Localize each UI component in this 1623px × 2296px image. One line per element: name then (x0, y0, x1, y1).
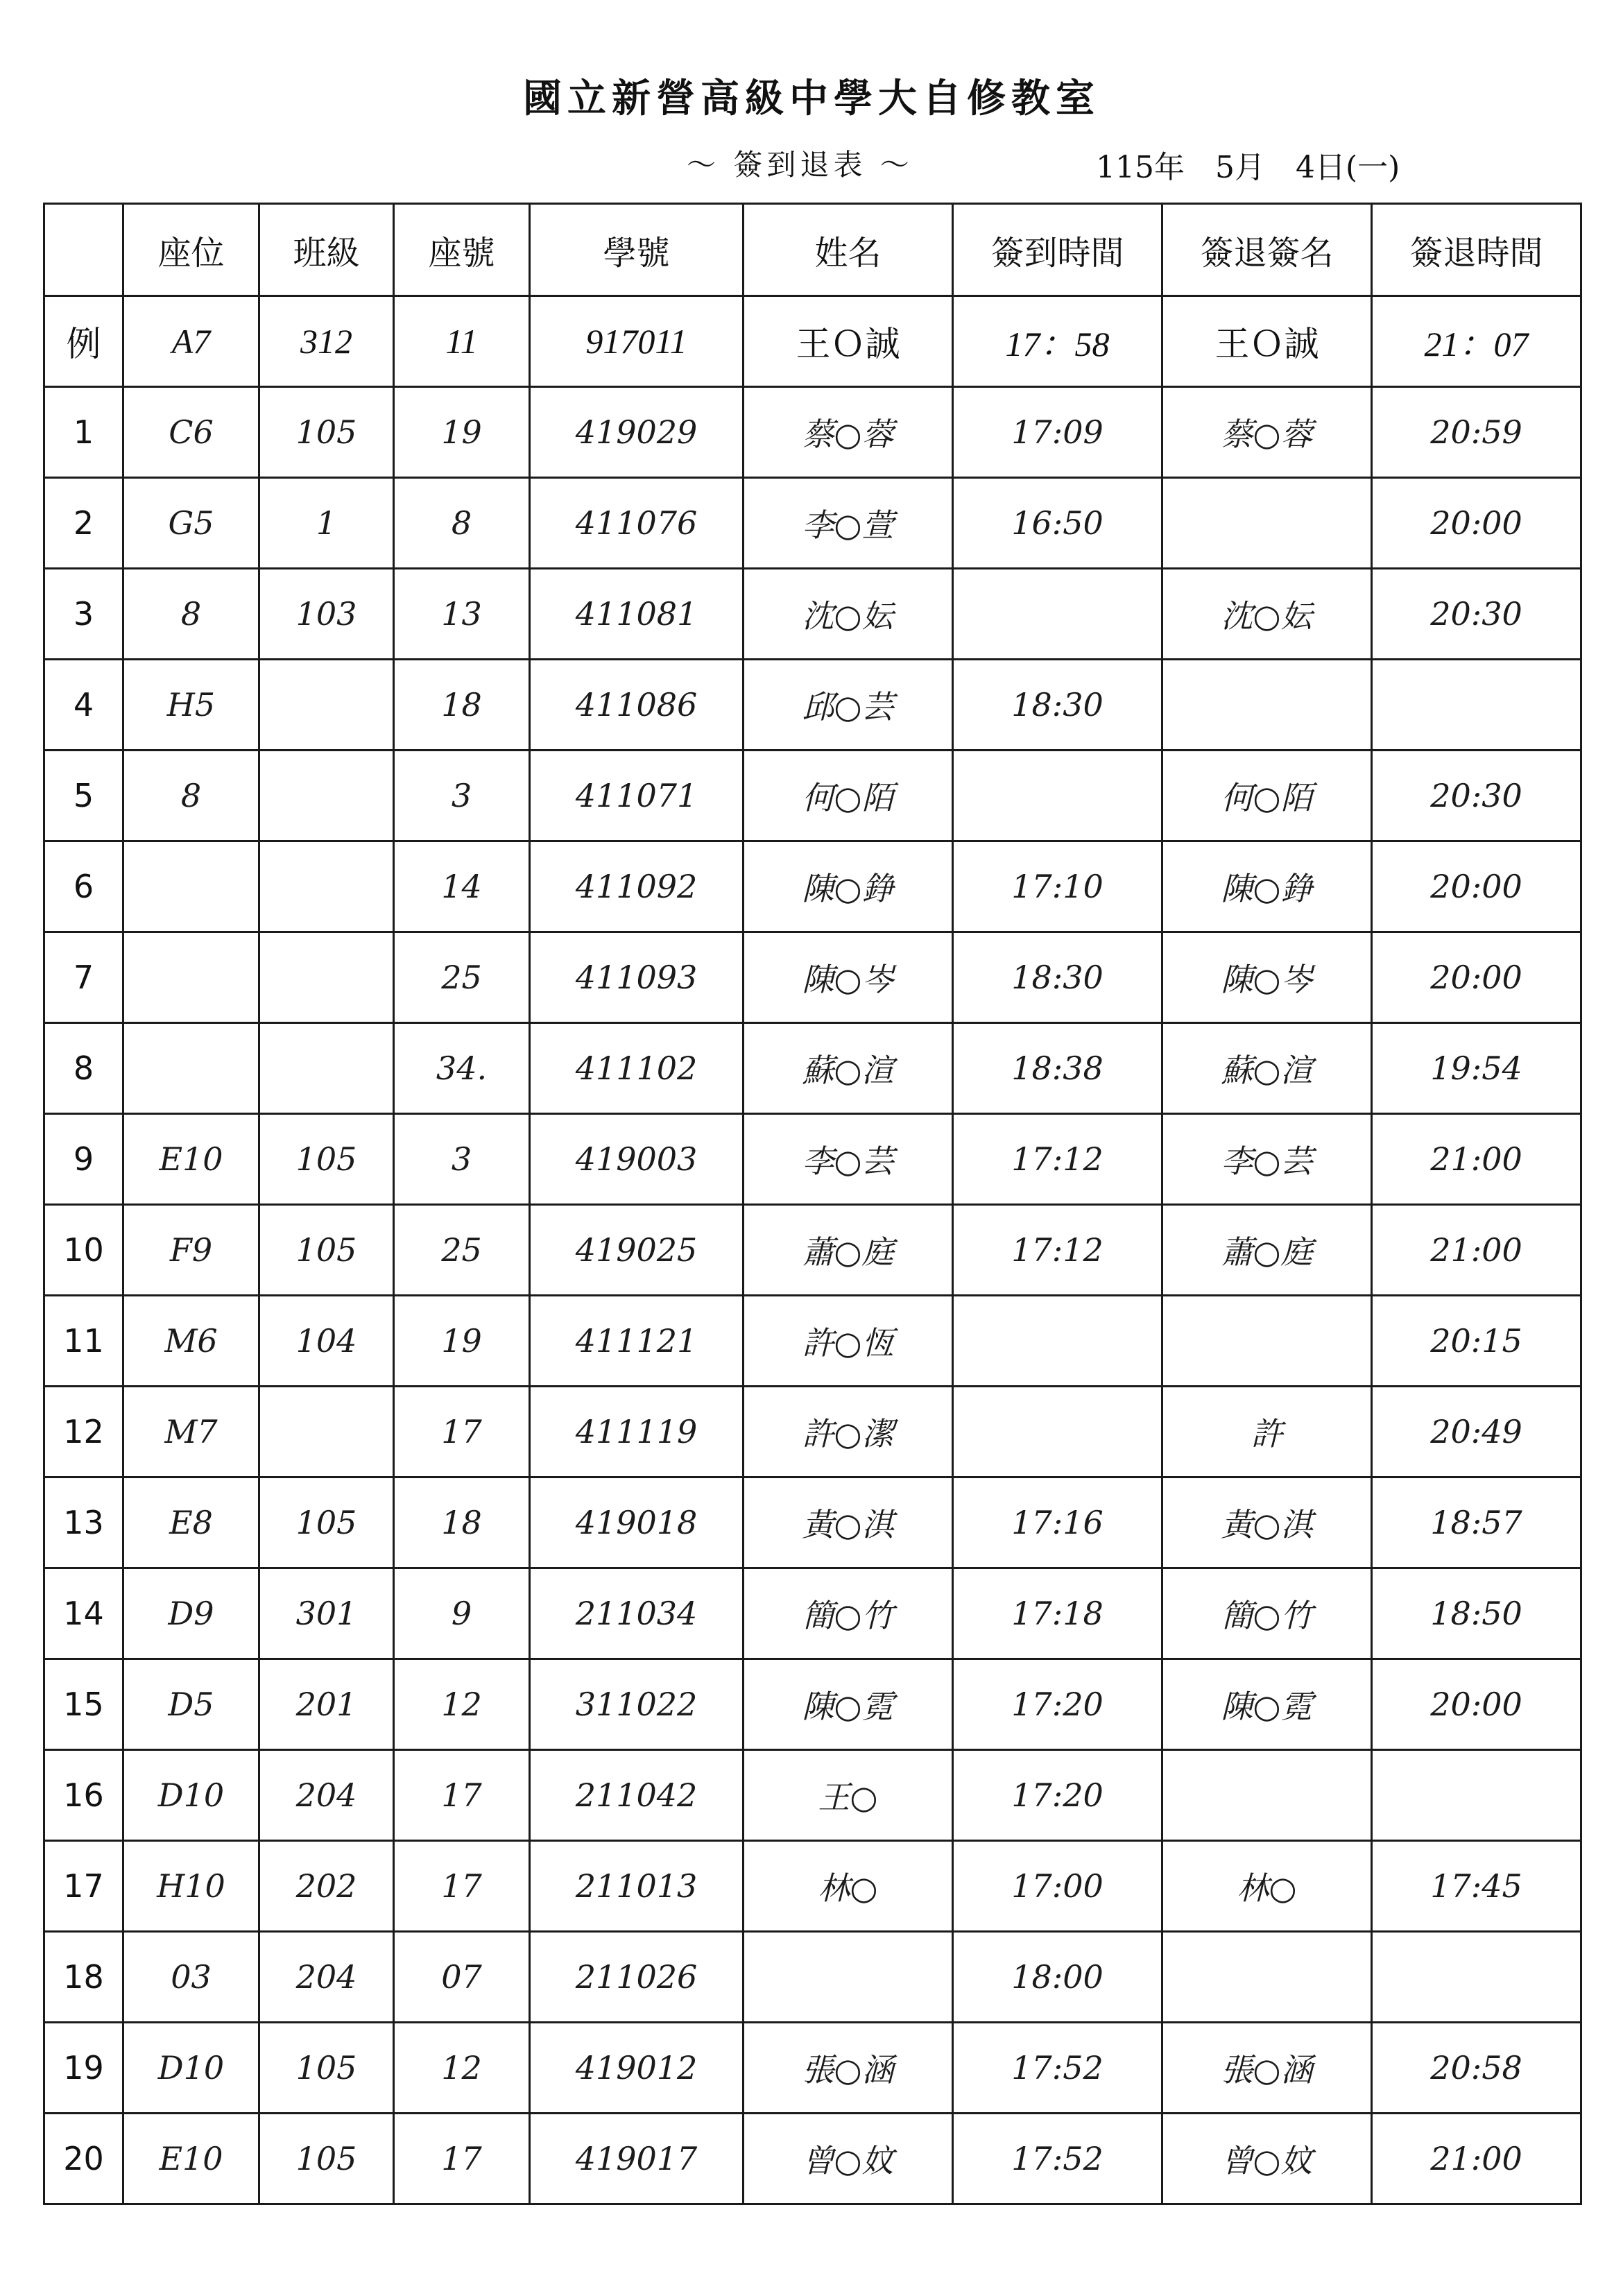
seat-cell: D9 (123, 1568, 259, 1659)
row-index: 10 (44, 1205, 123, 1296)
seat-cell: D10 (123, 1750, 259, 1841)
student-id-cell: 411093 (530, 932, 744, 1023)
seat-number-cell: 17 (394, 2114, 530, 2204)
sign-out-signature-cell: 林○ (1162, 1841, 1372, 1932)
col-header-sign-in-time: 簽到時間 (953, 204, 1162, 296)
row-index: 3 (44, 569, 123, 660)
example-student-id: 917011 (530, 296, 744, 387)
sign-out-time-cell: 21:00 (1372, 1205, 1581, 1296)
sign-in-time-cell (953, 751, 1162, 841)
sign-out-signature-cell (1162, 660, 1372, 751)
sign-in-time-cell: 17:52 (953, 2114, 1162, 2204)
class-cell (259, 1023, 394, 1114)
row-index: 14 (44, 1568, 123, 1659)
row-index: 7 (44, 932, 123, 1023)
example-index: 例 (44, 296, 123, 387)
seat-cell: H10 (123, 1841, 259, 1932)
sign-out-signature-cell (1162, 478, 1372, 569)
sign-out-signature-cell: 陳○岑 (1162, 932, 1372, 1023)
sign-out-time-cell (1372, 660, 1581, 751)
page-title: 國立新營高級中學大自修教室 (523, 76, 1100, 121)
sign-out-signature-cell (1162, 1750, 1372, 1841)
row-index: 12 (44, 1387, 123, 1477)
class-cell (259, 660, 394, 751)
table-row (44, 1841, 1581, 1932)
example-row (44, 296, 1581, 387)
sign-in-time-cell (953, 1296, 1162, 1387)
sign-in-time-cell: 18:30 (953, 660, 1162, 751)
row-index: 16 (44, 1750, 123, 1841)
sign-in-time-cell: 17:20 (953, 1659, 1162, 1750)
student-id-cell: 411092 (530, 841, 744, 932)
sign-out-time-cell: 18:57 (1372, 1477, 1581, 1568)
class-cell (259, 1387, 394, 1477)
name-cell: 陳○岑 (744, 932, 953, 1023)
sign-out-signature-cell: 許 (1162, 1387, 1372, 1477)
sign-out-signature-cell: 李○芸 (1162, 1114, 1372, 1205)
student-id-cell: 411119 (530, 1387, 744, 1477)
table-row (44, 932, 1581, 1023)
sign-out-signature-cell (1162, 1296, 1372, 1387)
sign-out-time-cell (1372, 1750, 1581, 1841)
row-index: 1 (44, 387, 123, 478)
col-header-class: 班級 (259, 204, 394, 296)
student-id-cell: 211013 (530, 1841, 744, 1932)
seat-cell: M7 (123, 1387, 259, 1477)
student-id-cell: 411081 (530, 569, 744, 660)
name-cell: 許○恆 (744, 1296, 953, 1387)
student-id-cell: 419003 (530, 1114, 744, 1205)
seat-cell (123, 932, 259, 1023)
seat-cell: 8 (123, 751, 259, 841)
table-row (44, 1023, 1581, 1114)
example-sign-in-time: 17：58 (953, 296, 1162, 387)
name-cell: 林○ (744, 1841, 953, 1932)
sign-in-time-cell: 17:10 (953, 841, 1162, 932)
seat-cell: D10 (123, 2023, 259, 2114)
sign-in-time-cell: 18:38 (953, 1023, 1162, 1114)
class-cell: 104 (259, 1296, 394, 1387)
seat-cell: 8 (123, 569, 259, 660)
sign-out-time-cell: 20:30 (1372, 751, 1581, 841)
name-cell: 陳○錚 (744, 841, 953, 932)
seat-number-cell: 34. (394, 1023, 530, 1114)
table-row (44, 387, 1581, 478)
sheet-date: 115年 5月 4日(一) (1096, 150, 1400, 185)
row-index: 9 (44, 1114, 123, 1205)
sign-out-time-cell: 20:00 (1372, 841, 1581, 932)
sign-out-signature-cell: 曾○妏 (1162, 2114, 1372, 2204)
row-index: 5 (44, 751, 123, 841)
student-id-cell: 411076 (530, 478, 744, 569)
seat-cell (123, 841, 259, 932)
class-cell (259, 932, 394, 1023)
sign-out-time-cell: 20:58 (1372, 2023, 1581, 2114)
sign-out-time-cell: 18:50 (1372, 1568, 1581, 1659)
name-cell: 陳○霓 (744, 1659, 953, 1750)
class-cell: 105 (259, 2114, 394, 2204)
class-cell: 1 (259, 478, 394, 569)
student-id-cell: 211042 (530, 1750, 744, 1841)
seat-number-cell: 14 (394, 841, 530, 932)
sign-in-table (43, 203, 1582, 2205)
name-cell: 曾○妏 (744, 2114, 953, 2204)
seat-number-cell: 17 (394, 1387, 530, 1477)
student-id-cell: 419029 (530, 387, 744, 478)
name-cell: 簡○竹 (744, 1568, 953, 1659)
class-cell: 204 (259, 1932, 394, 2023)
class-cell: 204 (259, 1750, 394, 1841)
row-index: 2 (44, 478, 123, 569)
sign-in-time-cell (953, 1387, 1162, 1477)
seat-number-cell: 18 (394, 660, 530, 751)
sign-out-time-cell: 20:30 (1372, 569, 1581, 660)
student-id-cell: 419012 (530, 2023, 744, 2114)
example-class: 312 (259, 296, 394, 387)
class-cell: 202 (259, 1841, 394, 1932)
sign-out-signature-cell: 陳○霓 (1162, 1659, 1372, 1750)
row-index: 8 (44, 1023, 123, 1114)
table-row (44, 751, 1581, 841)
col-header-name: 姓名 (744, 204, 953, 296)
seat-cell: H5 (123, 660, 259, 751)
student-id-cell: 419018 (530, 1477, 744, 1568)
name-cell: 邱○芸 (744, 660, 953, 751)
col-header-student-id: 學號 (530, 204, 744, 296)
seat-cell: G5 (123, 478, 259, 569)
table-row (44, 478, 1581, 569)
example-sign-out-signature: 王Ｏ誠 (1162, 296, 1372, 387)
table-row (44, 1477, 1581, 1568)
sign-in-time-cell: 17:09 (953, 387, 1162, 478)
sign-out-signature-cell (1162, 1932, 1372, 2023)
name-cell (744, 1932, 953, 2023)
class-cell: 105 (259, 1477, 394, 1568)
class-cell: 301 (259, 1568, 394, 1659)
student-id-cell: 411102 (530, 1023, 744, 1114)
col-header-index (44, 204, 123, 296)
name-cell: 李○萱 (744, 478, 953, 569)
name-cell: 何○陌 (744, 751, 953, 841)
name-cell: 蔡○蓉 (744, 387, 953, 478)
seat-number-cell: 17 (394, 1841, 530, 1932)
row-index: 11 (44, 1296, 123, 1387)
seat-number-cell: 12 (394, 2023, 530, 2114)
table-row (44, 1387, 1581, 1477)
seat-number-cell: 8 (394, 478, 530, 569)
sign-out-time-cell: 20:00 (1372, 932, 1581, 1023)
example-sign-out-time: 21：07 (1372, 296, 1581, 387)
sign-out-signature-cell: 沈○妘 (1162, 569, 1372, 660)
sign-out-time-cell: 20:49 (1372, 1387, 1581, 1477)
seat-number-cell: 07 (394, 1932, 530, 2023)
seat-number-cell: 25 (394, 932, 530, 1023)
table-row (44, 1659, 1581, 1750)
seat-number-cell: 9 (394, 1568, 530, 1659)
seat-cell: D5 (123, 1659, 259, 1750)
name-cell: 許○潔 (744, 1387, 953, 1477)
name-cell: 李○芸 (744, 1114, 953, 1205)
row-index: 4 (44, 660, 123, 751)
sign-out-signature-cell: 蕭○庭 (1162, 1205, 1372, 1296)
seat-cell: E10 (123, 2114, 259, 2204)
name-cell: 張○涵 (744, 2023, 953, 2114)
header-row (44, 204, 1581, 296)
table-row (44, 841, 1581, 932)
seat-number-cell: 12 (394, 1659, 530, 1750)
seat-cell: M6 (123, 1296, 259, 1387)
row-index: 19 (44, 2023, 123, 2114)
sign-out-time-cell (1372, 1932, 1581, 2023)
table-row (44, 1568, 1581, 1659)
sign-out-time-cell: 19:54 (1372, 1023, 1581, 1114)
class-cell: 105 (259, 1205, 394, 1296)
seat-number-cell: 13 (394, 569, 530, 660)
student-id-cell: 311022 (530, 1659, 744, 1750)
seat-cell (123, 1023, 259, 1114)
col-header-sign-out-time: 簽退時間 (1372, 204, 1581, 296)
table-row (44, 569, 1581, 660)
sign-out-time-cell: 21:00 (1372, 1114, 1581, 1205)
sign-out-signature-cell: 蘇○渲 (1162, 1023, 1372, 1114)
seat-number-cell: 19 (394, 387, 530, 478)
sign-in-time-cell: 17:12 (953, 1114, 1162, 1205)
sign-in-time-cell: 18:30 (953, 932, 1162, 1023)
seat-number-cell: 25 (394, 1205, 530, 1296)
seat-number-cell: 19 (394, 1296, 530, 1387)
sign-in-time-cell: 17:20 (953, 1750, 1162, 1841)
sign-out-time-cell: 20:15 (1372, 1296, 1581, 1387)
student-id-cell: 411071 (530, 751, 744, 841)
seat-cell: 03 (123, 1932, 259, 2023)
row-index: 20 (44, 2114, 123, 2204)
seat-cell: E8 (123, 1477, 259, 1568)
sign-out-signature-cell: 黃○淇 (1162, 1477, 1372, 1568)
row-index: 6 (44, 841, 123, 932)
seat-number-cell: 3 (394, 1114, 530, 1205)
sign-out-time-cell: 17:45 (1372, 1841, 1581, 1932)
example-name: 王Ｏ誠 (744, 296, 953, 387)
table-row (44, 660, 1581, 751)
table-row (44, 1296, 1581, 1387)
name-cell: 黃○淇 (744, 1477, 953, 1568)
sign-out-signature-cell: 簡○竹 (1162, 1568, 1372, 1659)
name-cell: 蕭○庭 (744, 1205, 953, 1296)
sign-in-time-cell: 17:16 (953, 1477, 1162, 1568)
sign-in-time-cell: 16:50 (953, 478, 1162, 569)
student-id-cell: 411121 (530, 1296, 744, 1387)
student-id-cell: 419017 (530, 2114, 744, 2204)
table-row (44, 1205, 1581, 1296)
sign-in-time-cell: 17:52 (953, 2023, 1162, 2114)
sign-in-time-cell: 17:18 (953, 1568, 1162, 1659)
student-id-cell: 411086 (530, 660, 744, 751)
name-cell: 王○ (744, 1750, 953, 1841)
example-seat-number: 11 (394, 296, 530, 387)
row-index: 17 (44, 1841, 123, 1932)
table-row (44, 2114, 1581, 2204)
sign-in-time-cell: 17:12 (953, 1205, 1162, 1296)
col-header-seat-number: 座號 (394, 204, 530, 296)
sign-out-time-cell: 20:00 (1372, 478, 1581, 569)
col-header-sign-out-signature: 簽退簽名 (1162, 204, 1372, 296)
row-index: 18 (44, 1932, 123, 2023)
seat-cell: C6 (123, 387, 259, 478)
class-cell: 105 (259, 2023, 394, 2114)
class-cell: 105 (259, 387, 394, 478)
sheet-subtitle: ～ 簽到退表 ～ (687, 148, 913, 182)
class-cell: 201 (259, 1659, 394, 1750)
table-row (44, 1750, 1581, 1841)
class-cell (259, 751, 394, 841)
table-row (44, 2023, 1581, 2114)
sign-in-time-cell: 17:00 (953, 1841, 1162, 1932)
seat-cell: F9 (123, 1205, 259, 1296)
student-id-cell: 419025 (530, 1205, 744, 1296)
sign-out-time-cell: 20:59 (1372, 387, 1581, 478)
class-cell: 105 (259, 1114, 394, 1205)
class-cell: 103 (259, 569, 394, 660)
sign-out-signature-cell: 何○陌 (1162, 751, 1372, 841)
seat-number-cell: 18 (394, 1477, 530, 1568)
example-seat: A7 (123, 296, 259, 387)
sign-out-time-cell: 21:00 (1372, 2114, 1581, 2204)
seat-number-cell: 17 (394, 1750, 530, 1841)
student-id-cell: 211034 (530, 1568, 744, 1659)
sign-in-time-cell: 18:00 (953, 1932, 1162, 2023)
seat-cell: E10 (123, 1114, 259, 1205)
sign-out-signature-cell: 張○涵 (1162, 2023, 1372, 2114)
col-header-seat: 座位 (123, 204, 259, 296)
sign-out-time-cell: 20:00 (1372, 1659, 1581, 1750)
table-row (44, 1932, 1581, 2023)
row-index: 13 (44, 1477, 123, 1568)
student-id-cell: 211026 (530, 1932, 744, 2023)
sign-out-signature-cell: 蔡○蓉 (1162, 387, 1372, 478)
name-cell: 蘇○渲 (744, 1023, 953, 1114)
sign-out-signature-cell: 陳○錚 (1162, 841, 1372, 932)
class-cell (259, 841, 394, 932)
sign-in-time-cell (953, 569, 1162, 660)
row-index: 15 (44, 1659, 123, 1750)
table-row (44, 1114, 1581, 1205)
name-cell: 沈○妘 (744, 569, 953, 660)
seat-number-cell: 3 (394, 751, 530, 841)
